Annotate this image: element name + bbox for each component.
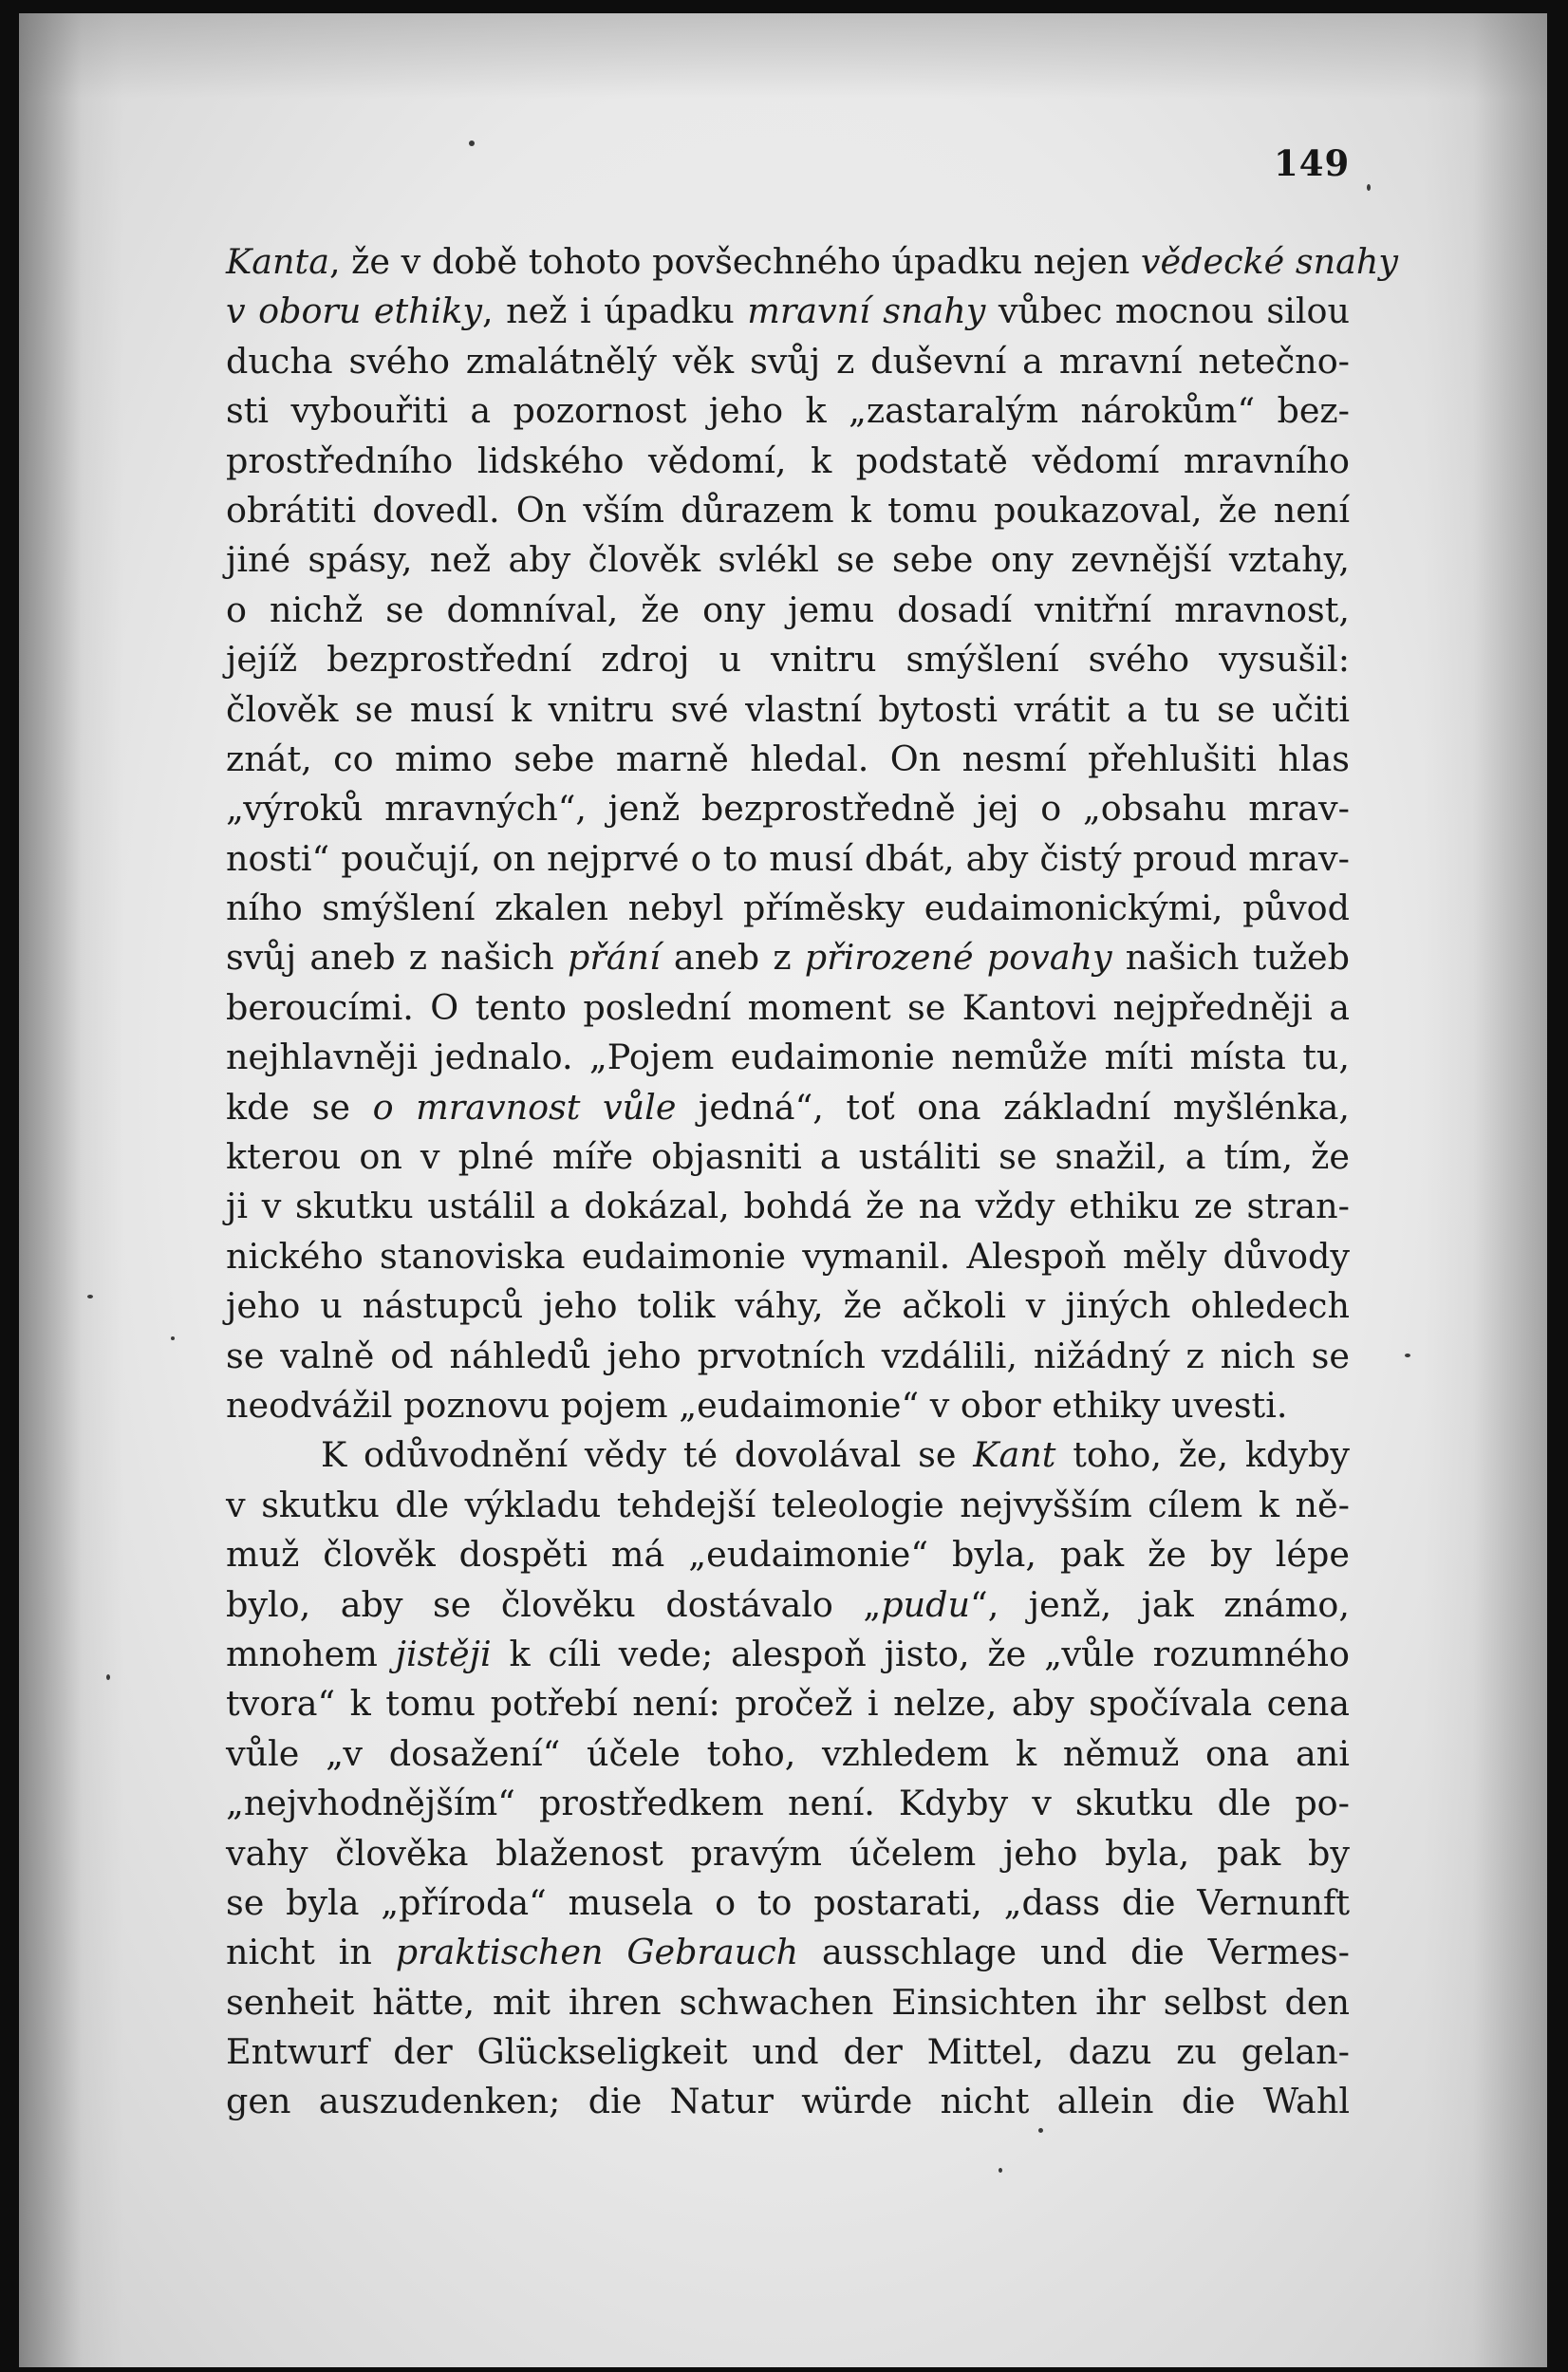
italic-segment: mravní snahy xyxy=(747,290,986,332)
text-segment: ního smýšlení zkalen nebyl příměsky eudaimonickými, původ xyxy=(226,887,1350,929)
italic-segment: Kanta xyxy=(226,241,329,282)
text-line xyxy=(226,486,1350,535)
text-segment: , že v době tohoto povšechného úpadku nejen xyxy=(328,241,1141,282)
italic-segment: pudu xyxy=(881,1583,971,1625)
text-line xyxy=(226,1182,1350,1231)
text-line xyxy=(226,1630,1350,1679)
text-line xyxy=(226,1530,1350,1579)
text-segment: se valně od náhledů jeho prvotních vzdálili, nižádný z nich se xyxy=(226,1335,1350,1376)
text-line xyxy=(226,2027,1350,2077)
dust-speck xyxy=(1367,184,1371,191)
text-segment: jejíž bezprostřední zdroj u vnitru smýšlení svého vysušil: xyxy=(226,639,1350,681)
dust-speck xyxy=(106,1674,110,1680)
text-segment: kde se xyxy=(226,1086,373,1128)
italic-segment: o mravnost vůle xyxy=(372,1086,677,1128)
text-segment: „výroků mravných“, jenž bezprostředně jej o „obsahu mrav- xyxy=(226,788,1350,830)
text-segment: našich tužeb xyxy=(1111,937,1350,979)
text-line xyxy=(226,1332,1350,1381)
text-segment: “, jenž, jak známo, xyxy=(970,1583,1350,1625)
text-segment: „nejvhodnějším“ prostředkem není. Kdyby v skutku dle po- xyxy=(226,1783,1350,1824)
text-line xyxy=(226,586,1350,635)
text-segment: beroucími. O tento poslední moment se Kantovi nejpředněji a xyxy=(226,986,1350,1028)
text-line xyxy=(226,1132,1350,1182)
dust-speck xyxy=(999,2168,1002,2173)
text-line xyxy=(226,287,1350,336)
text-segment: člověk se musí k vnitru své vlastní bytosti vrátit a tu se učiti xyxy=(226,688,1350,730)
text-segment: Entwurf der Glückseligkeit und der Mittel, dazu zu gelan- xyxy=(226,2031,1350,2073)
dust-speck xyxy=(1405,1354,1410,1357)
text-segment: svůj aneb z našich xyxy=(226,937,568,979)
text-line xyxy=(226,237,1398,287)
text-segment: kterou on v plné míře objasniti a ustáliti se snažil, a tím, že xyxy=(226,1136,1350,1178)
text-line xyxy=(226,1729,1350,1779)
text-line xyxy=(226,1232,1350,1281)
text-line xyxy=(226,635,1350,684)
edge-shadow xyxy=(1424,13,1547,2367)
text-line xyxy=(226,1481,1350,1530)
dust-speck xyxy=(1038,2128,1043,2133)
binding-shadow xyxy=(19,13,123,2367)
text-segment: sti vybouřiti a pozornost jeho k „zastaralým nárokům“ bez- xyxy=(226,390,1350,432)
text-line xyxy=(226,1829,1350,1878)
text-line xyxy=(226,1779,1350,1828)
text-line xyxy=(226,784,1350,833)
text-segment: mnohem xyxy=(226,1633,396,1674)
text-line xyxy=(226,437,1350,486)
text-segment: vůle „v dosažení“ účele toho, vzhledem k němuž ona ani xyxy=(226,1732,1350,1774)
text-segment: jeho u nástupců jeho tolik váhy, že ačkoli v jiných ohledech xyxy=(226,1285,1350,1327)
italic-segment: vědecké snahy xyxy=(1140,241,1398,282)
text-segment: tvora“ k tomu potřebí není: pročež i nelze, aby spočívala cena xyxy=(226,1683,1350,1725)
text-segment: , než i úpadku xyxy=(482,290,748,332)
text-segment: se byla „příroda“ musela o to postarati, „dass die Vernunft xyxy=(226,1881,1350,1923)
text-segment: vahy člověka blaženost pravým účelem jeho byla, pak by xyxy=(226,1832,1350,1874)
text-line xyxy=(226,337,1350,386)
text-segment: nicht in xyxy=(226,1932,396,1973)
italic-segment: přirozené povahy xyxy=(804,937,1112,979)
text-line xyxy=(226,983,1350,1033)
text-segment: ausschlage und die Vermes- xyxy=(798,1932,1350,1973)
text-segment: ducha svého zmalátnělý věk svůj z duševní a mravní netečno- xyxy=(226,340,1350,382)
italic-segment: přání xyxy=(567,937,661,979)
text-line xyxy=(226,884,1350,933)
dust-speck xyxy=(171,1336,175,1340)
text-segment: K odůvodnění vědy té dovolával se xyxy=(321,1434,974,1476)
text-line xyxy=(226,1928,1350,1977)
text-segment: bylo, aby se člověku dostávalo „ xyxy=(226,1583,882,1625)
body-text xyxy=(226,237,1398,2127)
text-segment: o nichž se domníval, že ony jemu dosadí vnitřní mravnost, xyxy=(226,588,1350,630)
page-number: 149 xyxy=(1274,142,1351,184)
italic-segment: v oboru ethiky xyxy=(226,290,483,332)
text-segment: senheit hätte, mit ihren schwachen Einsichten ihr selbst den xyxy=(226,1981,1350,2023)
text-line xyxy=(226,1381,1350,1430)
italic-segment: praktischen Gebrauch xyxy=(395,1932,799,1973)
scanned-page xyxy=(19,13,1547,2367)
text-segment: jedná“, toť ona základní myšlénka, xyxy=(676,1086,1351,1128)
text-line xyxy=(226,1281,1350,1331)
top-shadow xyxy=(19,13,1547,99)
text-segment: jiné spásy, než aby člověk svlékl se sebe ony zevnější vztahy, xyxy=(226,539,1350,581)
text-segment: muž člověk dospěti má „eudaimonie“ byla, pak že by lépe xyxy=(226,1534,1350,1576)
text-segment: obrátiti dovedl. On vším důrazem k tomu poukazoval, že není xyxy=(226,489,1350,531)
text-segment: ji v skutku ustálil a dokázal, bohdá že na vždy ethiku ze stran- xyxy=(226,1186,1350,1227)
text-segment: nického stanoviska eudaimonie vymanil. Alespoň měly důvody xyxy=(226,1235,1350,1277)
text-segment: prostředního lidského vědomí, k podstatě vědomí mravního xyxy=(226,439,1350,481)
text-line xyxy=(226,1978,1350,2027)
text-segment: neodvážil poznovu pojem „eudaimonie“ v obor ethiky uvesti. xyxy=(226,1384,1288,1426)
text-line xyxy=(226,1083,1350,1132)
text-line xyxy=(226,1878,1350,1928)
italic-segment: Kant xyxy=(973,1434,1056,1476)
text-line xyxy=(226,834,1350,884)
text-segment: v skutku dle výkladu tehdejší teleologie nejvyšším cílem k ně- xyxy=(226,1484,1350,1525)
italic-segment: jistěji xyxy=(395,1633,492,1674)
text-line xyxy=(226,685,1350,735)
text-segment: gen auszudenken; die Natur würde nicht allein die Wahl xyxy=(226,2081,1350,2122)
text-segment: vůbec mocnou silou xyxy=(985,290,1350,332)
text-line xyxy=(226,1580,1350,1630)
text-segment: aneb z xyxy=(660,937,805,979)
text-line xyxy=(226,1430,1350,1480)
dust-speck xyxy=(469,140,475,146)
text-segment: nosti“ poučují, on nejprvé o to musí dbát, aby čistý proud mrav- xyxy=(226,837,1350,879)
text-line xyxy=(226,933,1350,982)
text-line xyxy=(226,535,1350,585)
dust-speck xyxy=(87,1295,93,1298)
text-segment: k cíli vede; alespoň jisto, že „vůle rozumného xyxy=(491,1633,1350,1674)
text-line xyxy=(226,2077,1350,2126)
text-line xyxy=(226,386,1350,436)
text-line xyxy=(226,1679,1350,1728)
text-segment: znát, co mimo sebe marně hledal. On nesmí přehlušiti hlas xyxy=(226,738,1350,779)
text-segment: nejhlavněji jednalo. „Pojem eudaimonie nemůže míti místa tu, xyxy=(226,1037,1350,1078)
text-segment: toho, že, kdyby xyxy=(1055,1434,1350,1476)
text-line xyxy=(226,735,1350,784)
text-line xyxy=(226,1033,1350,1082)
